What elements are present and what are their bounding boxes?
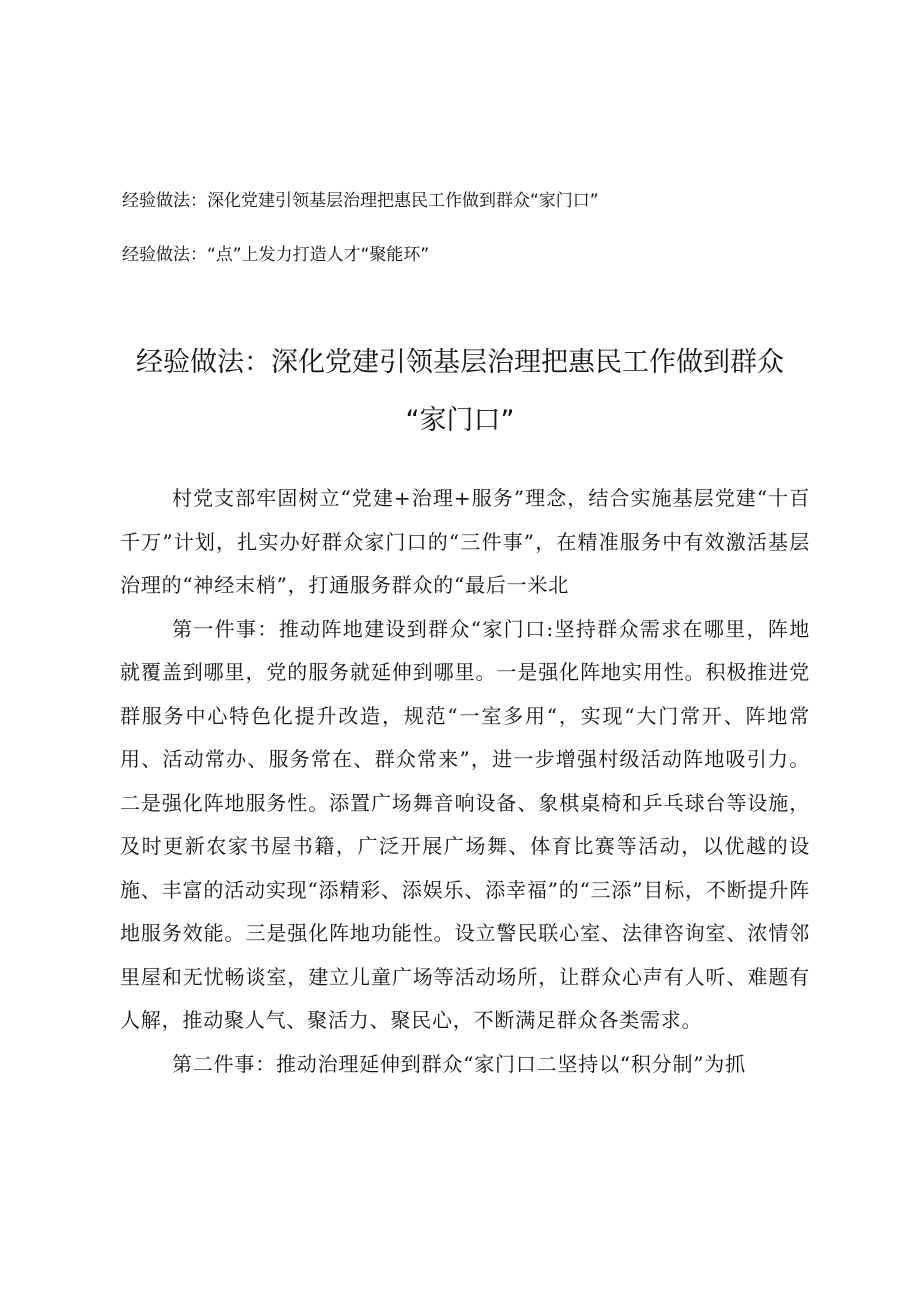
title-line-1: 经验做法：深化党建引领基层治理把惠民工作做到群众	[136, 347, 784, 378]
first-item-paragraph: 第一件事：推动阵地建设到群众“家门口:坚持群众需求在哪里，阵地就覆盖到哪里，党的服务就延伸到哪里。一是强化阵地实用性。积极推进党群服务中心特色化提升改造，规范“一室多用“，实现“大门常开、阵地常用、活动常办、服务常在、群众常来”，进一步增强村级活动阵地吸引力。二是强化阵地服务性。添置广场舞音响设备、象棋桌椅和乒乓球台等设施，及时更新农家书屋书籍，广泛开展广场舞、体育比赛等活动，以优越的设施、丰富的活动实现“添精彩、添娱乐、添幸福”的“三添”目标，不断提升阵地服务效能。三是强化阵地功能性。设立警民联心室、法律咨询室、浓情邻里屋和无忧畅谈室，建立儿童广场等活动场所，让群众心声有人听、难题有人解，推动聚人气、聚活力、聚民心，不断满足群众各类需求。	[120, 616, 810, 1032]
document-title	[120, 334, 800, 450]
toc-entry-2[interactable]: 经验做法：“点”上发力打造人才“聚能环”	[122, 245, 430, 265]
document-body	[120, 477, 810, 1086]
toc-entry-1[interactable]: 经验做法：深化党建引领基层治理把惠民工作做到群众“家门口”	[122, 191, 599, 211]
intro-paragraph: 村党支部牢固树立“党建+治理+服务”理念，结合实施基层党建“十百千万”计划，扎实办好群众家门口的“三件事”，在精准服务中有效激活基层治理的“神经末梢”，打通服务群众的“最后一米北	[120, 486, 810, 597]
second-item-paragraph: 第二件事：推动治理延伸到群众“家门口二坚持以“积分制”为抓	[172, 1051, 746, 1076]
title-line-2: “家门口”	[405, 405, 515, 436]
